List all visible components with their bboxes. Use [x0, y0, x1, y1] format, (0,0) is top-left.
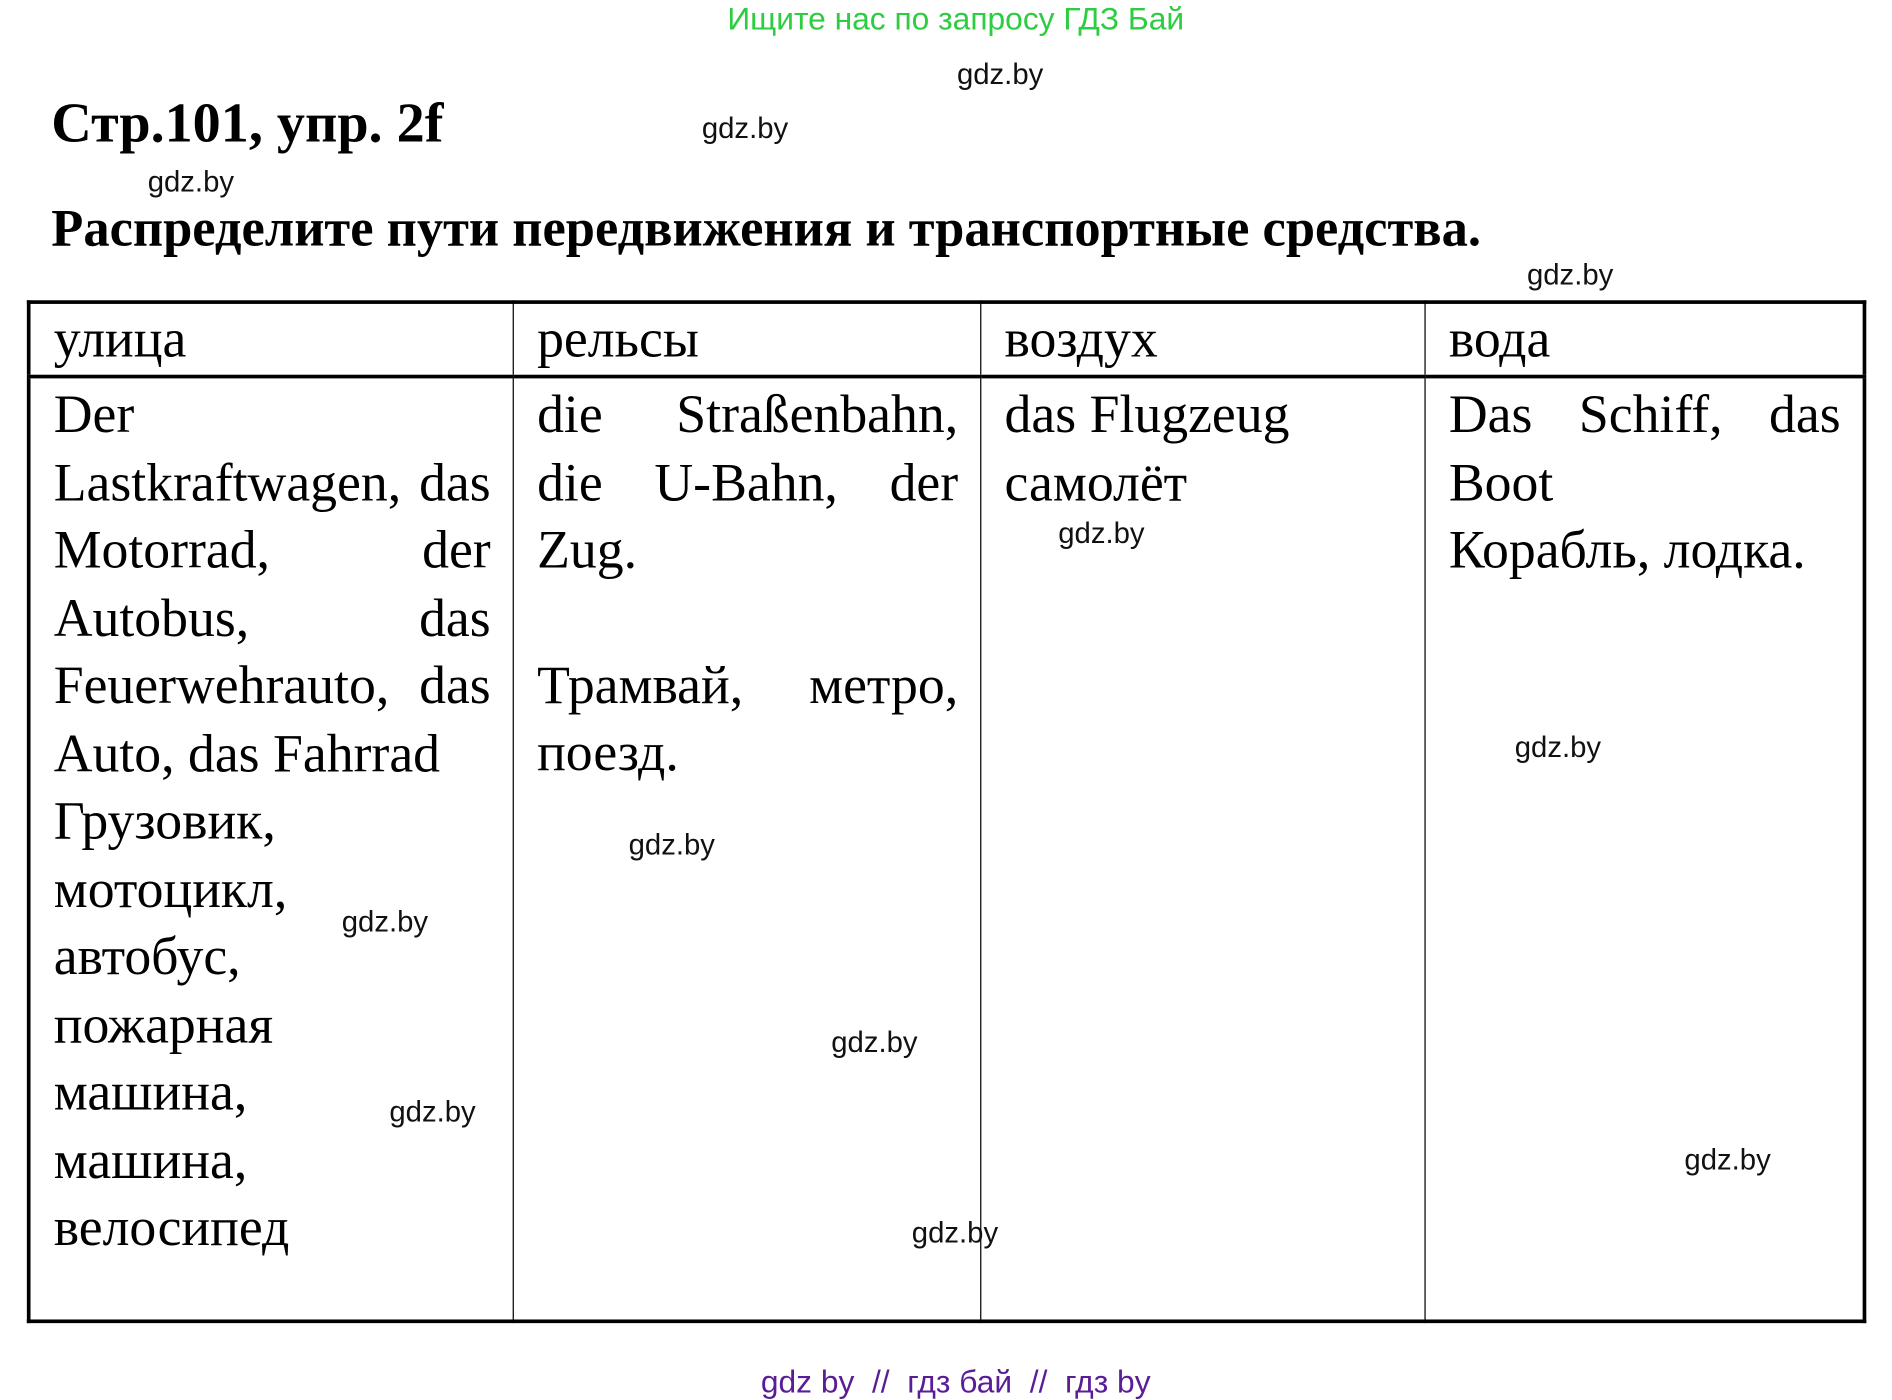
watermark: gdz.by: [389, 1096, 476, 1130]
task-instruction: Распределите пути передвижения и транспортные средства.: [51, 200, 1481, 258]
cell-street: [29, 377, 514, 1322]
header-rails: рельсы: [513, 302, 980, 376]
watermark: gdz.by: [911, 1216, 999, 1250]
russian-text: Грузовик, мотоцикл, автобус, пожарная машина, машина, велосипед: [53, 790, 290, 1258]
answer-table: [27, 300, 1866, 1323]
german-text: Das Schiff, das Boot: [1448, 384, 1841, 513]
watermark: gdz.by: [1514, 731, 1602, 765]
table-header-row: [29, 302, 1865, 376]
footer-links[interactable]: gdz by // гдз бай // гдз by: [760, 1363, 1151, 1400]
german-text: das Flugzeug: [1004, 384, 1290, 445]
watermark: gdz.by: [1684, 1143, 1771, 1177]
german-text: Der Lastkraftwagen, das Motorrad, der Autobus, das Feuerwehrauto, das Auto, das Fahrrad: [53, 384, 491, 784]
page-title: Стр.101, упр. 2f: [51, 91, 444, 154]
watermark: gdz.by: [1526, 258, 1614, 292]
russian-text: Трамвай, метро, поезд.: [537, 654, 959, 783]
russian-text: самолёт: [1004, 452, 1188, 513]
promo-banner[interactable]: Ищите нас по запросу ГДЗ Бай: [727, 0, 1185, 37]
watermark: gdz.by: [628, 828, 715, 862]
russian-text: Корабль, лодка.: [1448, 519, 1806, 580]
watermark: gdz.by: [341, 905, 429, 939]
watermark: gdz.by: [147, 166, 235, 199]
header-water: вода: [1425, 302, 1864, 376]
cell-air: [981, 377, 1425, 1322]
watermark: gdz.by: [1058, 517, 1145, 551]
watermark: gdz.by: [956, 58, 1044, 92]
header-air: воздух: [981, 302, 1425, 376]
table-row: [29, 377, 1865, 1322]
watermark: gdz.by: [831, 1026, 918, 1060]
cell-rails: [513, 377, 980, 1322]
watermark: gdz.by: [701, 112, 789, 146]
header-street: улица: [29, 302, 514, 376]
german-text: die Straßenbahn, die U-Bahn, der Zug.: [537, 384, 959, 580]
cell-water: [1425, 377, 1864, 1322]
